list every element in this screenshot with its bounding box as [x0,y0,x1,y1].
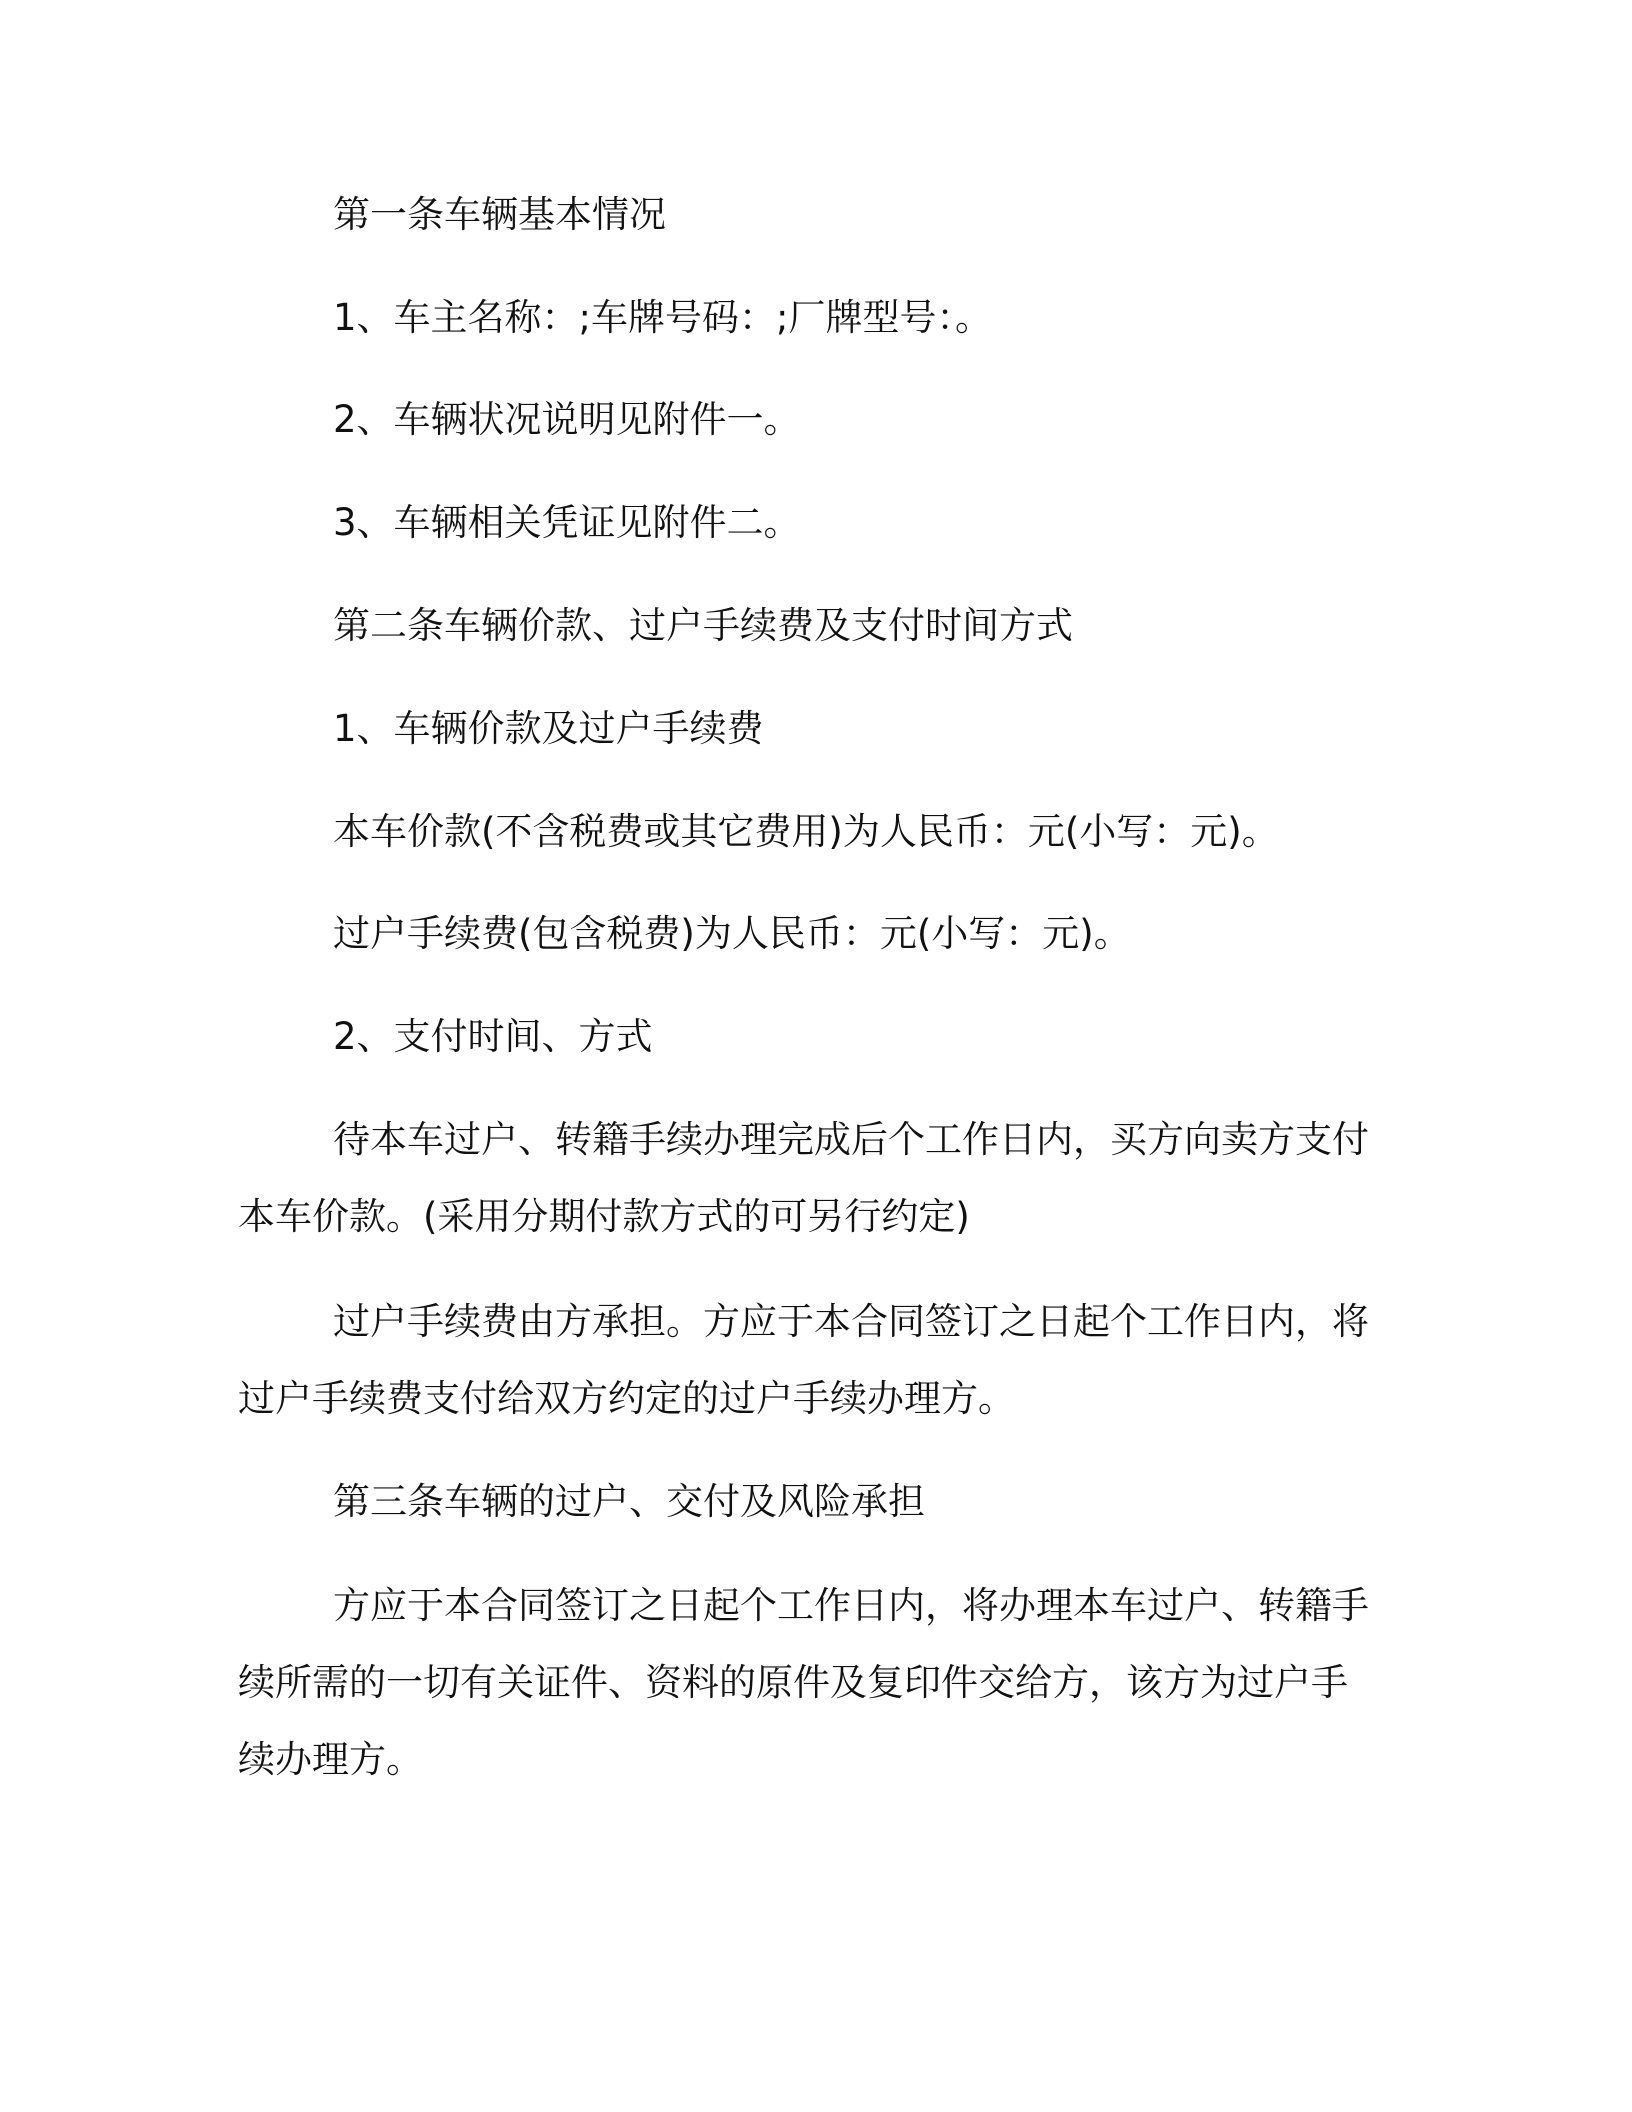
article-2-heading: 第二条车辆价款、过户手续费及支付时间方式 [333,604,1073,647]
transfer-paragraph-line-1: 方应于本合同签订之日起个工作日内，将办理本车过户、转籍手 [333,1584,1369,1627]
article-2-item-2: 2、支付时间、方式 [333,1015,653,1058]
transfer-paragraph-line-2: 续所需的一切有关证件、资料的原件及复印件交给方，该方为过户手 [238,1661,1348,1704]
article-2-item-1: 1、车辆价款及过户手续费 [333,707,764,750]
transfer-fee-line: 过户手续费(包含税费)为人民币：元(小写：元)。 [333,912,1131,955]
payment-paragraph-line-2: 本车价款。(采用分期付款方式的可另行约定) [238,1195,970,1238]
article-3-heading: 第三条车辆的过户、交付及风险承担 [333,1480,925,1523]
article-1-item-3: 3、车辆相关凭证见附件二。 [333,501,801,544]
article-1-item-1: 1、车主名称：;车牌号码：;厂牌型号：。 [333,296,992,339]
article-1-item-2: 2、车辆状况说明见附件一。 [333,398,801,441]
payment-paragraph-line-1: 待本车过户、转籍手续办理完成后个工作日内，买方向卖方支付 [333,1118,1369,1161]
vehicle-price-line: 本车价款(不含税费或其它费用)为人民币：元(小写：元)。 [333,810,1279,853]
transfer-paragraph-line-3: 续办理方。 [238,1738,423,1781]
fee-paragraph-line-1: 过户手续费由方承担。方应于本合同签订之日起个工作日内，将 [333,1300,1369,1343]
fee-paragraph-line-2: 过户手续费支付给双方约定的过户手续办理方。 [238,1377,1015,1420]
article-1-heading: 第一条车辆基本情况 [333,193,666,236]
